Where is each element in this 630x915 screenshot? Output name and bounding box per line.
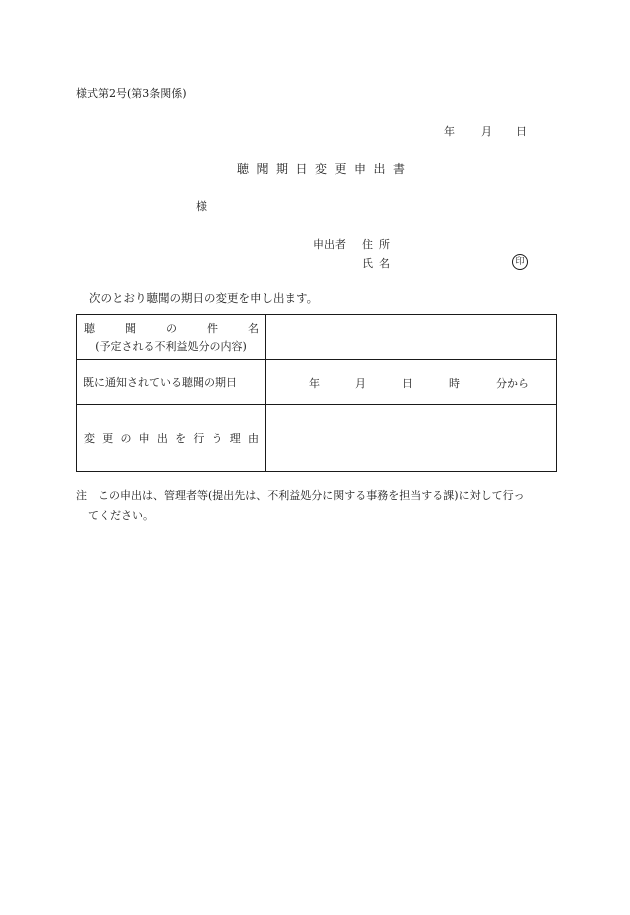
application-table [76, 314, 557, 472]
note-line-2: てください。 [88, 509, 154, 522]
date-month-label: 月 [481, 125, 492, 138]
hearing-subject-label [77, 315, 266, 360]
dt-day: 日 [402, 377, 413, 390]
table-row [77, 360, 557, 405]
dt-minute: 分から [496, 377, 529, 390]
document-title: 聴聞期日変更申出書 [237, 162, 413, 176]
label-char: 出 [156, 432, 168, 445]
hearing-subject-sublabel: (予定される不利益処分の内容) [95, 340, 247, 353]
seal-mark: 印 [512, 254, 528, 270]
form-number: 様式第2号(第3条関係) [76, 87, 187, 100]
label-char: 変 [84, 432, 95, 445]
label-char: 行 [193, 432, 205, 445]
label-char: 申 [138, 432, 150, 445]
applicant-label: 申出者 [313, 238, 346, 251]
addressee-suffix: 様 [196, 200, 207, 213]
table-row [77, 405, 557, 472]
table-row [77, 315, 557, 360]
label-char: 更 [102, 432, 114, 445]
label-char: の [120, 432, 132, 445]
label-char: 由 [247, 432, 259, 445]
dt-year: 年 [309, 377, 320, 390]
label-char: を [175, 432, 187, 445]
label-char: の [166, 322, 177, 335]
label-char: 聞 [125, 322, 136, 335]
change-reason-value[interactable] [266, 405, 557, 472]
dt-hour: 時 [449, 377, 460, 390]
label-char: 件 [207, 322, 218, 335]
label-char: 名 [248, 322, 259, 335]
address-label: 住所 [362, 238, 396, 251]
change-reason-label [77, 405, 266, 472]
date-day-label: 日 [516, 125, 527, 138]
label-char: 聴 [84, 322, 95, 335]
name-label: 氏名 [362, 257, 396, 270]
hearing-subject-value[interactable] [266, 315, 557, 360]
note-line-1: 注 この申出は、管理者等(提出先は、不利益処分に関する事務を担当する課)に対して行っ [76, 489, 525, 502]
label-char: う [211, 432, 223, 445]
dt-month: 月 [355, 377, 366, 390]
date-year-label: 年 [444, 125, 455, 138]
notified-date-value[interactable] [266, 360, 557, 405]
body-text: 次のとおり聴聞の期日の変更を申し出ます。 [89, 291, 319, 305]
notified-date-label: 既に通知されている聴聞の期日 [77, 360, 266, 405]
label-char: 理 [229, 432, 241, 445]
